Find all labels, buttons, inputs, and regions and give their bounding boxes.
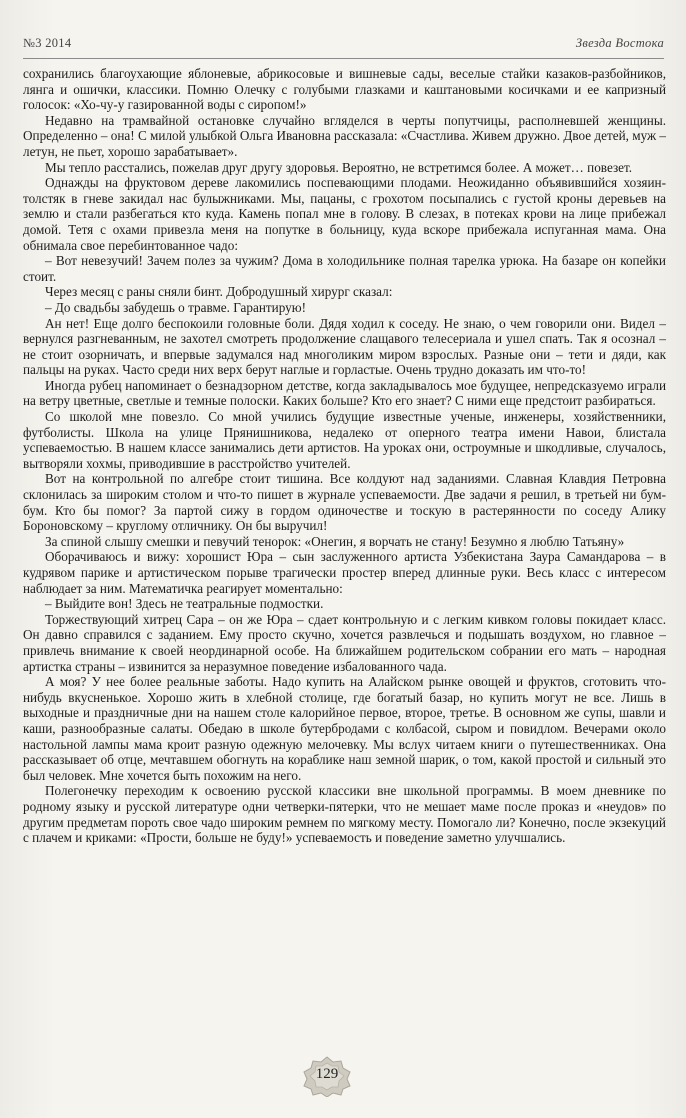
- paragraph: Иногда рубец напоминает о безнадзорном детстве, когда закладывалось мое будущее, непредсказуемо играли на ветру цветные, светлые и темные полоски. Каких больше? Кто его знает? С ними еще предстоит разбираться.: [23, 377, 666, 409]
- page-header: [23, 34, 664, 59]
- paragraph: Мы тепло расстались, пожелав друг другу здоровья. Вероятно, не встретимся более. А может… повезет.: [45, 159, 633, 175]
- paragraph: Полегонечку переходим к освоению русской классики вне школьной программы. В моем дневнике по родному языку и русской литературе одни четверки-пятерки, что не мешает маме после проказ и «неудов» по другим предметам пороть свое чадо широким ремнем по мягкому месту. Помогало ли? Конечно, после экзекуций с плачем и криками: «Прости, больше не буду!» успеваемость и поведение заметно улучшались.: [23, 783, 666, 846]
- paragraph: Торжествующий хитрец Сара – он же Юра – сдает контрольную и с легким кивком головы покидает класс. Он давно справился с заданием. Ему просто скучно, хочется развлечься и подышать воздухом, но главное – привлечь внимание к своей неординарной особе. На ближайшем родительском собрании его мать – народная артистка страны – извинится за неразумное поведение избалованного чада.: [23, 611, 666, 674]
- paragraph: – До свадьбы забудешь о травме. Гарантирую!: [45, 299, 306, 315]
- article-body: [23, 66, 666, 846]
- paragraph: Однажды на фруктовом дереве лакомились поспевающими плодами. Неожиданно объявившийся хозяин-толстяк в гневе закидал нас булыжниками. Мы, пацаны, с грохотом посыпались с густой кроны деревьев на землю и стали разбегаться кто куда. Камень попал мне в голову. В слезах, в потеках крови на лице прибежал домой. Тетя с охами привезла меня на попутке в больницу, куда вскоре прибежала испуганная мама. Она обнимала свое перебинтованное чадо:: [23, 175, 666, 253]
- paragraph: Через месяц с раны сняли бинт. Добродушный хирург сказал:: [45, 284, 393, 300]
- paragraph: – Вот невезучий! Зачем полез за чужим? Дома в холодильнике полная тарелка урюка. На базаре он копейки стоит.: [23, 253, 666, 284]
- paragraph: А моя? У нее более реальные заботы. Надо купить на Алайском рынке овощей и фруктов, сготовить что-нибудь вкусненькое. Хорошо жить в хлебной столице, где богатый базар, но купить могут не все. Лишь в выходные и праздничные дни на нашем столе калорийное первое, второе, третье. В основном же супы, шавли и каши, разнообразные салаты. Обедаю в школе бутербродами с колбасой, сыром и повидлом. Вечерами около настольной лампы мама кроит разную одежную мелочевку. Мы вслух читаем книги о путешественниках. Она рассказывает об отце, мечтавшем обогнуть на кораблике наш земной шарик, о том, какой простой и сильный это был человек. Мне хочется быть похожим на него.: [23, 674, 666, 783]
- paragraph: Оборачиваюсь и вижу: хорошист Юра – сын заслуженного артиста Узбекистана Заура Самандарова – в кудрявом парике и артистическом порыве трагически простер вперед длинные руки. Весь класс с интересом наблюдает за ним. Математичка реагирует моментально:: [23, 549, 666, 596]
- paragraph: Недавно на трамвайной остановке случайно вгляделся в черты попутчицы, располневшей женщины. Определенно – она! С милой улыбкой Ольга Ивановна рассказала: «Счастлива. Живем дружно. Двое детей, муж – летун, не пьет, хорошо зарабатывает».: [23, 112, 666, 159]
- paragraph: Вот на контрольной по алгебре стоит тишина. Все колдуют над заданиями. Славная Клавдия Петровна склонилась за широким столом и что-то пишет в журнале успеваемости. Две задачи я решил, в третьей ни бум-бум. Кто бы помог? За партой сижу в гордом одиночестве и тоскую в растерянности по соседу Алику Бороновскому – круглому отличнику. Он бы выручил!: [23, 471, 666, 534]
- page-number: 129: [315, 1066, 339, 1082]
- journal-title: Звезда Востока: [575, 36, 664, 50]
- paragraph: – Выйдите вон! Здесь не театральные подмостки.: [45, 596, 324, 612]
- issue-label: №3 2014: [23, 36, 72, 50]
- paragraph: За спиной слышу смешки и певучий тенорок: «Онегин, я ворчать не стану! Безумно я люблю Татьяну»: [45, 533, 625, 549]
- paragraph: сохранились благоухающие яблоневые, абрикосовые и вишневые сады, веселые стайки казаков-разбойников, лянга и ошички, классики. Помню Олечку с голубыми глазками и каштановыми косичками и ее капризный голосок: «Хо-чу-у газированной воды с сиропом!»: [23, 66, 666, 113]
- paragraph: Со школой мне повезло. Со мной учились будущие известные ученые, инженеры, хозяйственники, футболисты. Школа на улице Прянишникова, недалеко от оперного театра имени Навои, блистала успеваемостью. В нашем классе занимались дети артистов. На уроках они, остроумные и шкодливые, случалось, вытворяли хохмы, приводившие в расстройство учителей.: [23, 409, 666, 471]
- paragraph: Ан нет! Еще долго беспокоили головные боли. Дядя ходил к соседу. Не знаю, о чем говорили они. Видел – вернулся разгневанным, не захотел смотреть продолжение слащавого телесериала и ушел спать. Так я осознал – не стоит озорничать, и впервые задумался над многоликим миром взрослых. Разные они – тети и дяди, как пальцы на руках. Часто среди них верх берут наглые и горластые. Очень трудно доказать им что-то!: [23, 315, 666, 378]
